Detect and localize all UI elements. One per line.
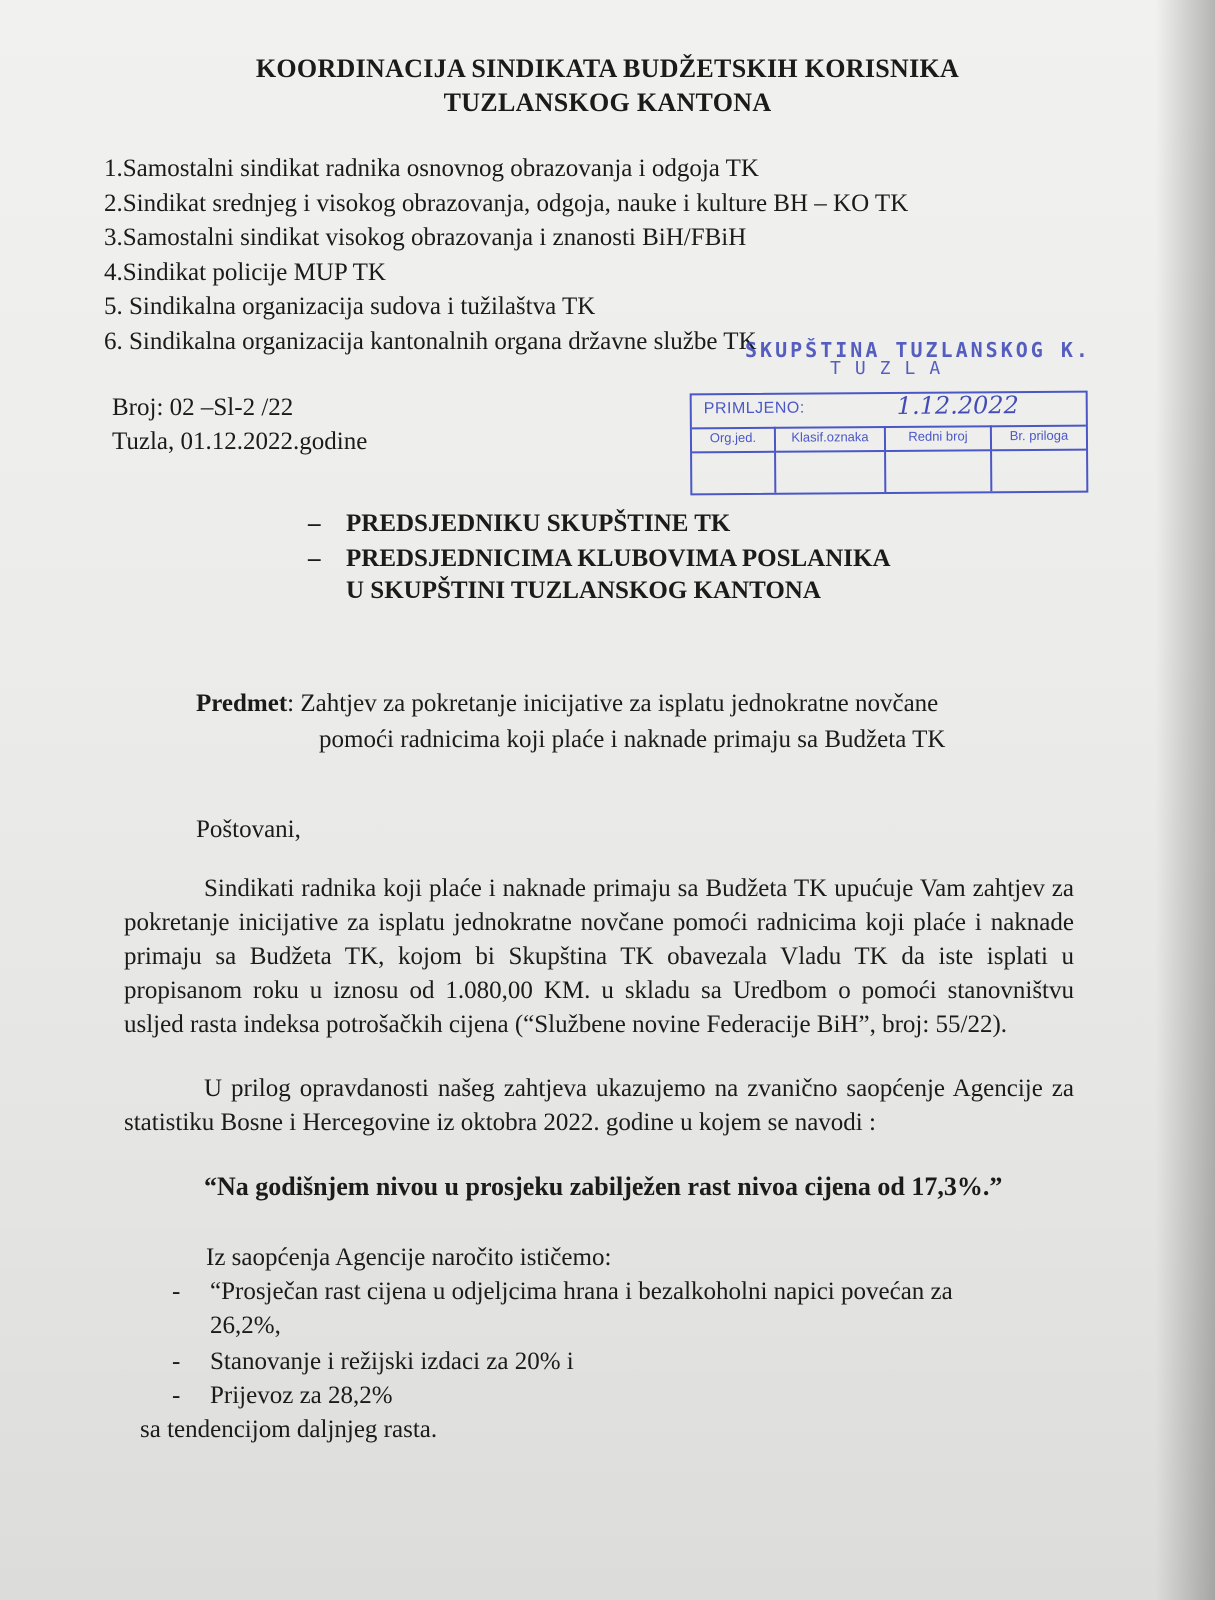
paragraph-highlight: Iz saopćenja Agencije naročito ističemo: <box>206 1244 612 1271</box>
member-unions-list <box>104 152 908 359</box>
recipient-1: – PREDSJEDNIKU SKUPŠTINE TK <box>308 510 731 537</box>
salutation: Poštovani, <box>196 816 301 843</box>
stamp-received-date: 1.12.2022 <box>896 391 1019 420</box>
member-union-item: 5. Sindikalna organizacija sudova i tužilaštva TK <box>104 293 596 320</box>
member-union-item: 6. Sindikalna organizacija kantonalnih organa državne službe TK <box>104 327 757 355</box>
member-union-item: 4.Sindikat policije MUP TK <box>104 258 386 286</box>
bullet-food: - “Prosječan rast cijena u odjeljcima hrana i bezalkoholni napici povećan za <box>172 1278 953 1305</box>
org-title-line1: KOORDINACIJA SINDIKATA BUDŽETSKIH KORISNIKA <box>255 54 960 83</box>
received-stamp-city: TUZLA <box>830 358 955 379</box>
subject-text-line2: pomoći radnicima koji plaće i naknade primaju sa Budžeta TK <box>319 726 946 753</box>
member-union-item: 2.Sindikat srednjeg i visokog obrazovanja, odgoja, nauke i kulture BH – KO TK <box>104 189 909 217</box>
subject-label: Predmet <box>196 690 288 717</box>
received-stamp <box>690 391 1089 496</box>
subject-text-line1: : Zahtjev za pokretanje inicijative za isplatu jednokratne novčane <box>287 690 939 717</box>
quote-price-growth: “Na godišnjem nivou u prosjeku zabilježen rast nivoa cijena od 17,3%.” <box>204 1172 1003 1201</box>
recipient-2-line2: U SKUPŠTINI TUZLANSKOG KANTONA <box>346 577 821 604</box>
member-union-item: 1.Samostalni sindikat radnika osnovnog obrazovanja i odgoja TK <box>104 155 759 182</box>
member-union-item: 3.Samostalni sindikat visokog obrazovanja i znanosti BiH/FBiH <box>104 224 747 251</box>
stamp-received-label: PRIMLJENO: <box>703 399 805 418</box>
stamp-col-serial-number: Redni broj <box>886 425 990 452</box>
bullet-transport: - Prijevoz za 28,2% <box>172 1382 393 1409</box>
closing-line: sa tendencijom daljnjeg rasta. <box>140 1416 438 1443</box>
document-number: Broj: 02 –Sl-2 /22 <box>112 394 294 421</box>
stamp-col-classification: Klasif.oznaka <box>776 426 884 453</box>
paragraph-request: Sindikati radnika koji plaće i naknade primaju sa Budžeta TK upućuje Vam zahtjev za pokretanje inicijative za isplatu jednokratne novčane pomoći radnicima koji plaće i naknade primaju sa Budžeta TK, kojom bi Skupština TK obavezala Vladu TK da iste isplati u propisanom roku u iznosu od 1.080,00 KM. u skladu sa Uredbom o pomoći stanovništvu usljed rasta indeksa potrošačkih cijena (“Službene novine Federacije BiH”, broj: 55/22). <box>124 875 1074 1038</box>
stamp-col-org-unit: Org.jed. <box>692 427 774 454</box>
recipient-2: – PREDSJEDNICIMA KLUBOVIMA POSLANIKA <box>308 545 891 572</box>
place-date: Tuzla, 01.12.2022.godine <box>112 428 368 455</box>
bullet-food-line2: 26,2%, <box>210 1312 281 1339</box>
bullet-housing: - Stanovanje i režijski izdaci za 20% i <box>172 1348 574 1375</box>
page-edge-shadow <box>1155 0 1215 1600</box>
subject <box>196 686 945 758</box>
paragraph-justification: U prilog opravdanosti našeg zahtjeva ukazujemo na zvanično saopćenje Agencije za statistiku Bosne i Hercegovine iz oktobra 2022. godine u kojem se navodi : <box>124 1075 1074 1136</box>
received-stamp-org: SKUPŠTINA TUZLANSKOG K. <box>745 338 1091 362</box>
stamp-col-attachments: Br. priloga <box>992 425 1086 452</box>
org-title-line2: TUZLANSKOG KANTONA <box>443 88 772 117</box>
